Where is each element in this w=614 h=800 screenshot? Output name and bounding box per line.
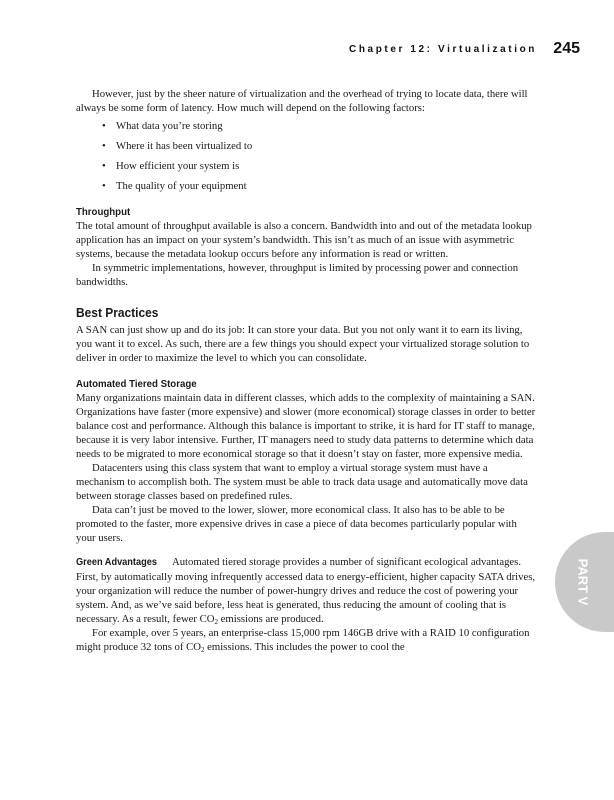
list-item-text: Where it has been virtualized to [116,140,253,152]
best-practices-heading: Best Practices [76,305,159,320]
throughput-paragraph-2: In symmetric implementations, however, throughput is limited by processing power and connection bandwidths. [76,262,519,288]
list-item-text: How efficient your system is [116,160,240,172]
green-advantages-heading: Green Advantages [76,557,157,568]
green-text-end: emissions are produced. [218,613,324,625]
green-text: Automated tiered storage provides a number of significant ecological advantages. First, by automatically moving infrequently accessed data to energy-efficient, higher capacity SATA drives, your organization will reduce the number of power-hungry drives and reduce the cost of powering your system. And, as we’ve said before, less heat is generated, thus reducing the amount of cooling that is necessary. As a result, fewer CO [76,556,536,625]
co2-subscript: 2 [214,618,218,626]
list-item-text: The quality of your equipment [116,180,247,192]
throughput-heading: Throughput [76,206,131,218]
list-item [76,119,538,133]
green-advantages-paragraph [76,555,538,626]
list-item [76,159,538,173]
bullet-icon: • [102,180,106,192]
best-practices-paragraph: A SAN can just show up and do its job: It can store your data. But you not only want it to earn its living, you want it to excel. As such, there are a few things you should expect your virtualized storage solution to deliver in order to maximize the level to which you can consolidate. [76,324,530,364]
chapter-title: Chapter 12: Virtualization [349,44,537,55]
automated-tiered-storage-heading: Automated Tiered Storage [76,378,197,390]
throughput-paragraph: The total amount of throughput available is also a concern. Bandwidth into and out of the metadata lookup application has an impact on your system’s bandwidth. This isn’t as much of an issue with asymmetric systems, because the metadata lookup occurs before any information is read or written. [76,220,532,260]
example-text-end: emissions. This includes the power to cool the [204,641,405,653]
list-item-text: What data you’re storing [116,120,223,132]
automated-paragraph-2: Datacenters using this class system that want to employ a virtual storage system must have a mechanism to accomplish both. The system must be able to track data usage and automatically move data between storage classes based on predefined rules. [76,462,528,502]
factor-list [76,119,538,193]
bullet-icon: • [102,120,106,132]
bullet-icon: • [102,140,106,152]
automated-paragraph-3: Data can’t just be moved to the lower, slower, more economical class. It also has to be able to be promoted to the faster, more expensive drives in case a piece of data becomes particularly popular with your users. [76,504,517,544]
list-item [76,179,538,193]
list-item [76,139,538,153]
co2-subscript: 2 [200,646,205,654]
intro-paragraph: However, just by the sheer nature of virtualization and the overhead of trying to locate data, there will always be some form of latency. How much will depend on the following factors: [76,88,528,114]
running-header [0,40,614,64]
page-number: 245 [553,40,580,57]
part-tab [555,532,614,632]
part-tab-label: PART V [575,558,591,606]
example-paragraph [76,626,538,654]
automated-paragraph-1: Many organizations maintain data in different classes, which adds to the complexity of maintaining a SAN. Organizations have faster (more expensive) and slower (more economical) storage classes in order to better balance cost and performance. Although this balance is important to strike, it is hard for IT staff to manage, because it is very labor intensive. Further, IT managers need to study data patterns to determine which data needs to be migrated to more economical storage so that it doesn’t stay on faster, more expensive media. [76,392,536,460]
example-text: For example, over 5 years, an enterprise-class 15,000 rpm 146GB drive with a RAID 10 configuration might produce 32 tons of CO [76,627,530,653]
bullet-icon: • [102,160,106,172]
page-body [76,87,538,654]
